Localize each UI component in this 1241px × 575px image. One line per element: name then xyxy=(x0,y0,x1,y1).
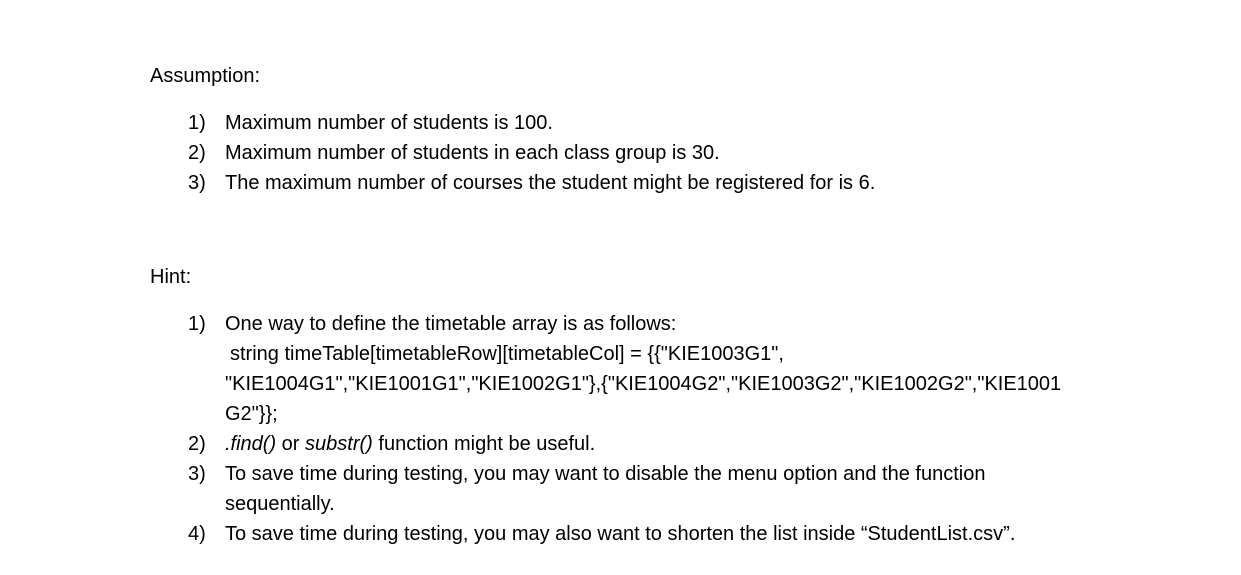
list-item xyxy=(150,459,1090,519)
item-number: 4) xyxy=(188,523,206,545)
item-text: To save time during testing, you may want to disable the menu option and the function xyxy=(225,463,986,485)
item-text: sequentially. xyxy=(225,493,335,515)
item-text: Maximum number of students is 100. xyxy=(225,112,553,134)
assumption-heading: Assumption: xyxy=(150,65,261,87)
code-line: string timeTable[timetableRow][timetableCol] = {{"KIE1003G1", xyxy=(230,343,784,365)
item-text: function might be useful. xyxy=(372,433,596,455)
hint-list xyxy=(150,309,1090,549)
item-number: 1) xyxy=(188,313,206,335)
list-item xyxy=(150,168,1090,198)
item-text: One way to define the timetable array is as follows: xyxy=(225,313,677,335)
item-number: 3) xyxy=(188,172,206,194)
list-item xyxy=(150,519,1090,549)
item-text: To save time during testing, you may also want to shorten the list inside “StudentList.csv”. xyxy=(225,523,1016,545)
hint-heading: Hint: xyxy=(150,266,192,288)
item-text: or xyxy=(276,433,306,455)
find-function: .find() xyxy=(225,433,277,455)
list-item xyxy=(150,108,1090,138)
item-number: 1) xyxy=(188,112,206,134)
item-text: The maximum number of courses the student might be registered for is 6. xyxy=(225,172,876,194)
item-number: 3) xyxy=(188,463,206,485)
item-number: 2) xyxy=(188,142,206,164)
list-item xyxy=(150,429,1090,459)
assumption-list xyxy=(150,108,1090,198)
code-line: G2"}}; xyxy=(225,403,278,425)
item-number: 2) xyxy=(188,433,206,455)
item-text: Maximum number of students in each class group is 30. xyxy=(225,142,720,164)
list-item xyxy=(150,138,1090,168)
list-item xyxy=(150,309,1090,429)
code-snippet xyxy=(225,339,1090,429)
substr-function: substr() xyxy=(305,433,373,455)
code-line: "KIE1004G1","KIE1001G1","KIE1002G1"},{"KIE1004G2","KIE1003G2","KIE1002G2","KIE1001 xyxy=(225,373,1062,395)
